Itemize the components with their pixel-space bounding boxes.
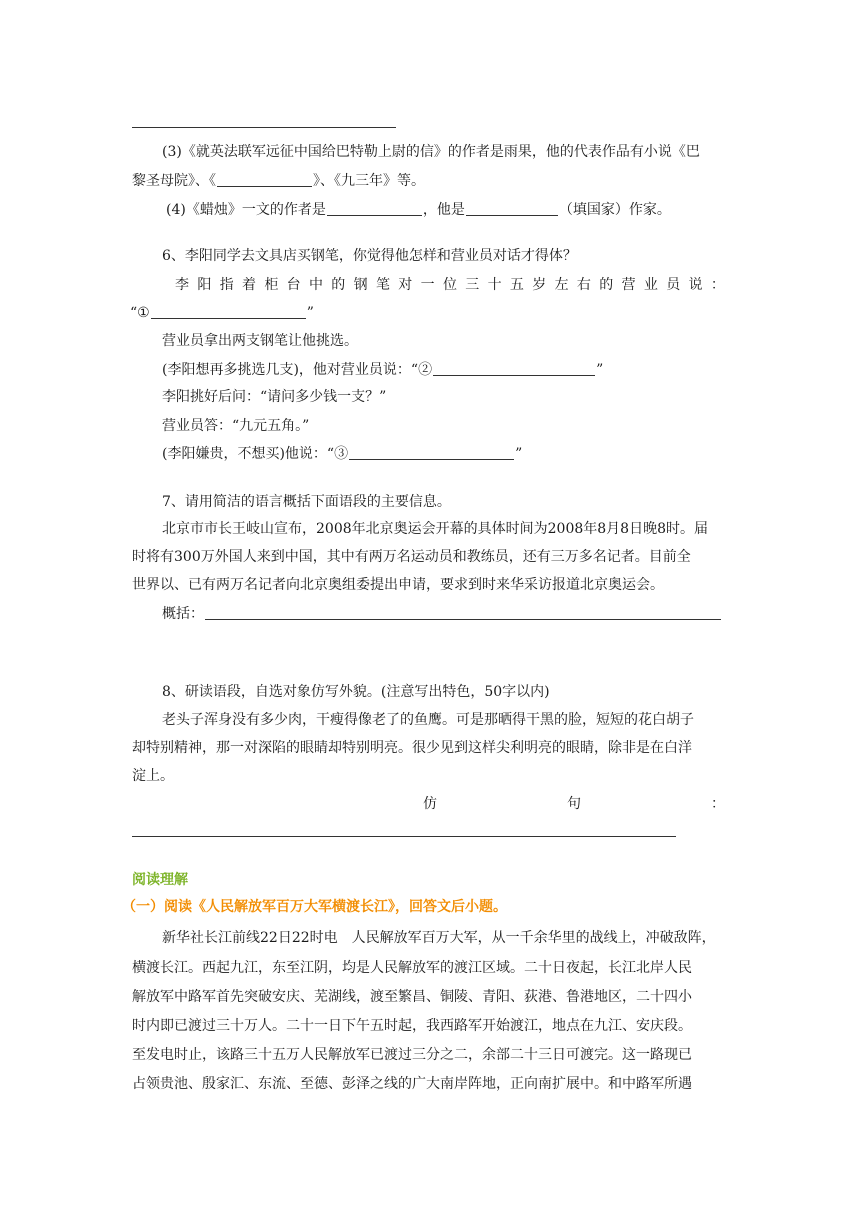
- q6-line1-char: 台: [286, 277, 301, 293]
- fill-blank[interactable]: [433, 360, 595, 376]
- q8-title: 8、研读语段，自选对象仿写外貌。(注意写出特色，50字以内): [162, 684, 550, 700]
- answer-line: [132, 127, 396, 128]
- fill-blank[interactable]: [327, 200, 422, 216]
- q6-line1-char: 员: [666, 277, 681, 293]
- q6-line1-char: 左: [554, 277, 569, 293]
- q5-item4: [166, 200, 671, 220]
- reading-passage-line: 新华社长江前线22日22时电 人民解放军百万大军，从一千余华里的战线上，冲破敌阵，: [162, 930, 716, 946]
- q6-title: 6、李阳同学去文具店买钢笔，你觉得他怎样和营业员对话才得体？: [162, 248, 577, 264]
- q5-item3-line1: (3)《就英法联军远征中国给巴特勒上尉的信》的作者是雨果，他的代表作品有小说《巴: [162, 144, 700, 160]
- q5-item3-line2-end: 》、《九三年》等。: [313, 173, 425, 189]
- q5-item3-line2: [132, 171, 425, 191]
- q5-item3-line2-start: 黎圣母院》、《: [132, 173, 216, 189]
- q7-summary-label: 概括：: [162, 606, 204, 622]
- q6-line1-char: 说: [688, 277, 703, 293]
- q7-paragraph-line: 世界以、已有两万名记者向北京奥组委提出申请，要求到时来华采访报道北京奥运会。: [132, 577, 664, 593]
- q6-line2: [130, 303, 314, 323]
- q6-line1-char: 业: [643, 277, 658, 293]
- q5-item4-start: (4)《蜡烛》一文的作者是: [166, 202, 326, 218]
- reading-passage-line: 至发电时止，该路三十五万人民解放军已渡过三分之二，余部二十三日可渡完。这一路现已: [132, 1047, 692, 1063]
- q6-line4: [162, 360, 603, 380]
- reading-passage-line: 横渡长江。西起九江，东至江阴，均是人民解放军的渡江区域。二十日夜起，长江北岸人民: [132, 960, 692, 976]
- q8-paragraph-line: 老头子浑身没有多少肉，干瘦得像老了的鱼鹰。可是那晒得干黑的脸，短短的花白胡子: [162, 712, 694, 728]
- q6-line1-char: 指: [219, 277, 234, 293]
- q6-line1-char: 十: [487, 277, 502, 293]
- q7-title: 7、请用简洁的语言概括下面语段的主要信息。: [162, 494, 451, 510]
- q6-line3: 营业员拿出两支钢笔让他挑选。: [162, 333, 358, 349]
- q6-line1-char: 笔: [375, 277, 390, 293]
- q6-line1-char: 柜: [264, 277, 279, 293]
- q8-label-char: 仿: [423, 796, 437, 812]
- summary-answer-line[interactable]: [205, 604, 721, 620]
- q6-line1-char: 着: [241, 277, 256, 293]
- q6-line7: [162, 444, 522, 464]
- q8-imitation-label: [423, 794, 725, 814]
- reading-heading: 阅读理解: [132, 872, 188, 888]
- q6-line1-char: 李: [175, 277, 189, 293]
- q6-line1-char: 三: [465, 277, 480, 293]
- q8-paragraph-line: 却特别精神，那一对深陷的眼睛却特别明亮。很少见到这样尖利明亮的眼睛，除非是在白洋: [132, 740, 692, 756]
- fill-blank[interactable]: [151, 303, 306, 319]
- fill-blank[interactable]: [217, 171, 312, 187]
- q7-summary-row: [162, 604, 722, 624]
- q6-line1-char: 中: [308, 277, 323, 293]
- q8-label-char: ：: [711, 796, 725, 812]
- q6-line2-open: “①: [130, 305, 150, 321]
- q6-line1-char: 位: [442, 277, 457, 293]
- reading-passage-line: 解放军中路军首先突破安庆、芜湖线，渡至繁昌、铜陵、青阳、荻港、鲁港地区，二十四小: [132, 989, 692, 1005]
- q7-paragraph-line: 北京市市长王岐山宣布，2008年北京奥运会开幕的具体时间为2008年8月8日晚8时。届: [162, 521, 708, 537]
- q6-line1-char: 钢: [353, 277, 368, 293]
- reading-passage-line: 占领贵池、殷家汇、东流、至德、彭泽之线的广大南岸阵地，正向南扩展中。和中路军所遇: [132, 1076, 692, 1092]
- q6-line1-char: 阳: [197, 277, 212, 293]
- q6-line6: 营业员答：“九元五角。”: [162, 418, 310, 434]
- q6-line1-char: 右: [576, 277, 591, 293]
- q6-line1-char: 岁: [532, 277, 547, 293]
- q8-paragraph-line: 淀上。: [132, 768, 174, 784]
- q6-line1-char: 营: [621, 277, 636, 293]
- q6-line1-char: 的: [331, 277, 346, 293]
- q5-item4-end: （填国家）作家。: [558, 202, 671, 218]
- q6-line5: 李阳挑好后问：“请问多少钱一支？”: [162, 389, 387, 405]
- q6-line1-char: 的: [599, 277, 614, 293]
- q6-line1-char: 五: [509, 277, 524, 293]
- q6-line1-char: 一: [420, 277, 435, 293]
- fill-blank[interactable]: [349, 444, 514, 460]
- q7-paragraph-line: 时将有300万外国人来到中国，其中有两万名运动员和教练员，还有三万多名记者。目前全: [132, 549, 691, 565]
- q6-line1: [175, 275, 725, 295]
- fill-blank[interactable]: [466, 200, 558, 216]
- q6-line7-start: (李阳嫌贵，不想买)他说：“③: [162, 446, 349, 462]
- q5-item4-mid: ，他是: [422, 202, 465, 218]
- q6-line1-char: ：: [710, 277, 725, 293]
- imitation-answer-line[interactable]: [132, 836, 676, 837]
- q6-line1-char: 对: [398, 277, 413, 293]
- reading-sub-heading: （一）阅读《人民解放军百万大军横渡长江》，回答文后小题。: [122, 899, 507, 915]
- q6-line7-end: ”: [515, 446, 523, 462]
- q8-label-char: 句: [567, 796, 581, 812]
- q6-line2-close: ”: [306, 305, 314, 321]
- reading-passage-line: 时内即已渡过三十万人。二十一日下午五时起，我西路军开始渡江，地点在九江、安庆段。: [132, 1018, 692, 1034]
- q6-line4-end: ”: [596, 362, 604, 378]
- q6-line4-start: (李阳想再多挑选几支)，他对营业员说：“②: [162, 362, 433, 378]
